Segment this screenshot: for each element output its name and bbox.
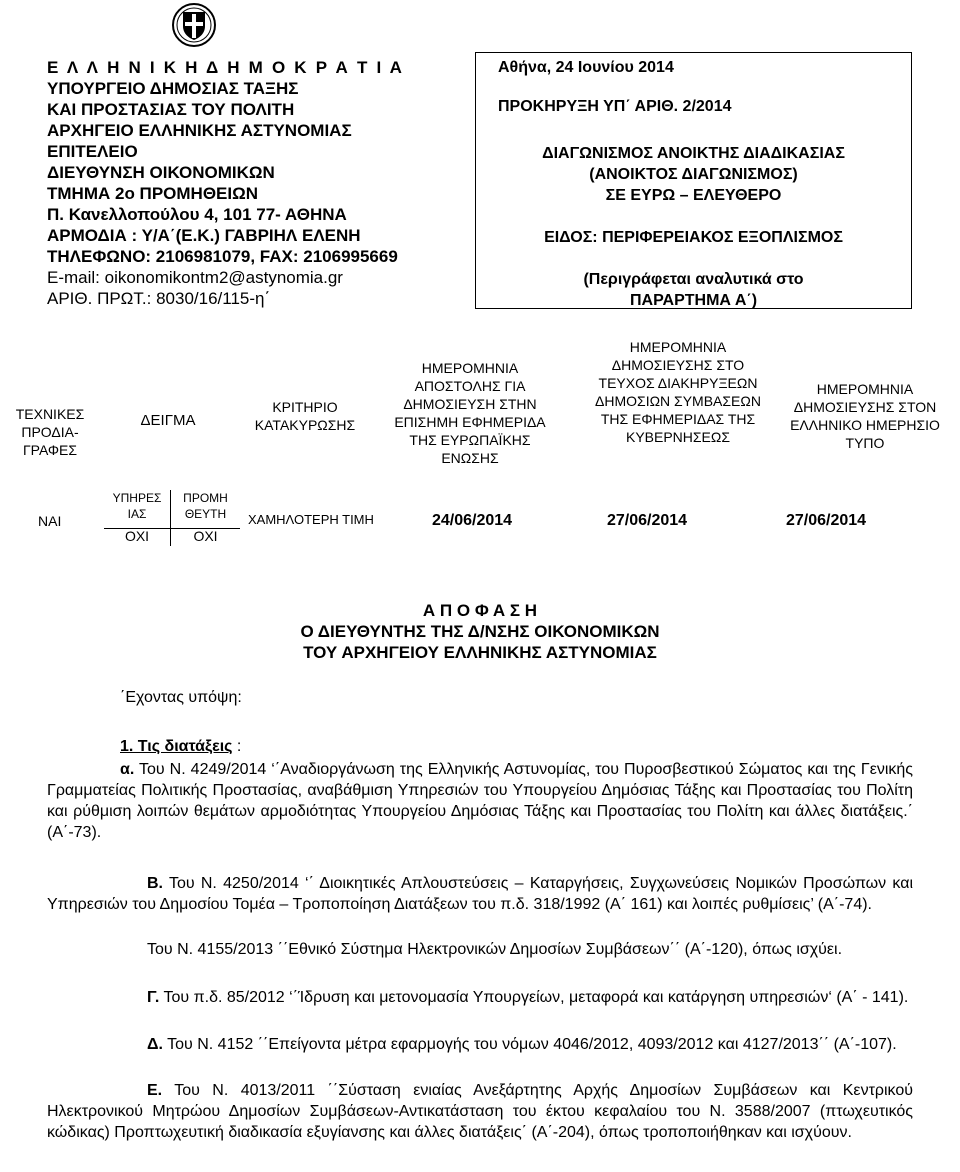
sample-supplier-value: ΟΧΙ bbox=[193, 528, 218, 544]
address-line: Π. Κανελλοπούλου 4, 101 77- ΑΘΗΝΑ bbox=[47, 205, 347, 224]
provision-item bbox=[47, 1034, 913, 1055]
provision-item-label: Δ. bbox=[147, 1036, 163, 1053]
ministry-line: ΥΠΟΥΡΓΕΙΟ ΔΗΜΟΣΙΑΣ ΤΑΞΗΣ bbox=[47, 79, 299, 98]
issuer-header bbox=[47, 57, 467, 309]
provision-item-text: Του Ν. 4250/2014 ‘΄ Διοικητικές Απλουστεύσεις – Καταργήσεις, Συγχωνεύσεις Νομικών Προσώπων και Υπηρεσιών του Δημοσίου Τομέα – Τροποποίηση Διατάξεων του π.δ. 318/1992 (Α΄ 161) και λοιπές ρυθμίσεις’ (Α΄-74). bbox=[47, 875, 913, 913]
competition-line-1: ΔΙΑΓΩΝΙΣΜΟΣ ΑΝΟΙΚΤΗΣ ΔΙΑΔΙΚΑΣΙΑΣ bbox=[542, 145, 845, 162]
item-type: ΕΙΔΟΣ: ΠΕΡΙΦΕΡΕΙΑΚΟΣ ΕΞΟΠΛΙΣΜΟΣ bbox=[544, 229, 843, 246]
provision-item bbox=[47, 759, 913, 843]
provision-item-text: Του Ν. 4013/2011 ΄΄Σύσταση ενιαίας Ανεξάρτητης Αρχής Δημοσίων Συμβάσεων και Κεντρικού Ηλεκτρονικού Μητρώου Δημοσίων Συμβάσεων-Αντικατάσταση του έκτου κεφαλαίου του Ν. 3588/2007 (πτωχευτικός κώδικας) Προπτωχευτική διαδικασία εξυγίανσης και άλλες διατάξεις΄ (Α΄-204), όπως τροποποιήθηκαν και ισχύουν. bbox=[47, 1082, 913, 1141]
technical-specs-value: ΝΑΙ bbox=[38, 513, 62, 529]
proclamation-number: ΠΡΟΚΗΡΥΞΗ ΥΠ΄ ΑΡΙΘ. 2/2014 bbox=[498, 98, 732, 115]
competition-line-2: (ΑΝΟΙΚΤΟΣ ΔΙΑΓΩΝΙΣΜΟΣ) bbox=[589, 166, 798, 183]
provision-item-text: Του π.δ. 85/2012 ‘΄Ίδρυση και μετονομασία Υπουργείων, μεταφορά και κατάργηση υπηρεσιών‘ (Α΄ - 141). bbox=[159, 989, 909, 1006]
press-date-value: 27/06/2014 bbox=[786, 512, 867, 529]
technical-specs-header: ΤΕΧΝΙΚΕΣ ΠΡΟΔΙΑ-ΓΡΑΦΕΣ bbox=[15, 406, 85, 458]
decision-subtitle-2: ΤΟΥ ΑΡΧΗΓΕΙΟΥ ΕΛΛΗΝΙΚΗΣ ΑΣΤΥΝΟΜΙΑΣ bbox=[303, 643, 657, 662]
press-date-header: ΗΜΕΡΟΜΗΝΙΑ ΔΗΜΟΣΙΕΥΣΗΣ ΣΤΟΝ ΕΛΛΗΝΙΚΟ ΗΜΕΡΗΣΙΟ ΤΥΠΟ bbox=[790, 381, 940, 451]
decision-subtitle-1: Ο ΔΙΕΥΘΥΝΤΗΣ ΤΗΣ Δ/ΝΣΗΣ ΟΙΚΟΝΟΜΙΚΩΝ bbox=[300, 622, 660, 641]
provision-item bbox=[47, 873, 913, 915]
sample-services-value: ΟΧΙ bbox=[104, 528, 171, 546]
greek-coat-of-arms-icon bbox=[171, 2, 217, 48]
department-line: ΤΜΗΜΑ 2ο ΠΡΟΜΗΘΕΙΩΝ bbox=[47, 184, 259, 203]
provision-item-text: Του Ν. 4249/2014 ‘΄Αναδιοργάνωση της Ελληνικής Αστυνομίας, του Πυροσβεστικού Σώματος και της Γενικής Γραμματείας Πολιτικής Προστασίας, αναβάθμιση Υπηρεσιών του Υπουργείου Δημόσιας Τάξης και Προστασίας του Πολίτη και ρύθμιση λοιπών θεμάτων αρμοδιότητας Υπουργείου Δημόσιας Τάξης και Προστασίας του Πολίτη και άλλες διατάξεις.΄ (Α΄-73). bbox=[47, 761, 913, 841]
provisions-heading bbox=[120, 738, 241, 756]
gov-gazette-date-header: ΗΜΕΡΟΜΗΝΙΑ ΔΗΜΟΣΙΕΥΣΗΣ ΣΤΟ ΤΕΥΧΟΣ ΔΙΑΚΗΡΥΞΕΩΝ ΔΗΜΟΣΙΩΝ ΣΥΜΒΑΣΕΩΝ ΤΗΣ ΕΦΗΜΕΡΙΔΑΣ ΤΗΣ ΚΥΒΕΡΝΗΣΕΩΣ bbox=[595, 339, 761, 445]
provision-item bbox=[47, 987, 913, 1008]
ministry-line-2: ΚΑΙ ΠΡΟΣΤΑΣΙΑΣ ΤΟΥ ΠΟΛΙΤΗ bbox=[47, 100, 295, 119]
sample-services-label: ΥΠΗΡΕΣ ΙΑΣ bbox=[104, 490, 171, 528]
eu-journal-date-header: ΗΜΕΡΟΜΗΝΙΑ ΑΠΟΣΤΟΛΗΣ ΓΙΑ ΔΗΜΟΣΙΕΥΣΗ ΣΤΗΝ ΕΠΙΣΗΜΗ ΕΦΗΜΕΡΙΔΑ ΤΗΣ ΕΥΡΩΠΑΪΚΗΣ ΕΝΩΣΗΣ bbox=[394, 360, 546, 466]
country-line: Ε Λ Λ Η Ν Ι Κ Η Δ Η Μ Ο Κ Ρ Α Τ Ι Α bbox=[47, 58, 405, 77]
sample-header: ΔΕΙΓΜΑ bbox=[140, 412, 196, 429]
sample-subtable bbox=[104, 490, 240, 546]
sample-supplier-label: ΠΡΟΜΗ ΘΕΥΤΗ bbox=[183, 491, 228, 521]
eu-journal-date-value: 24/06/2014 bbox=[432, 512, 513, 529]
provision-item-label: Β. bbox=[147, 875, 163, 892]
email-line: E-mail: oikonomikontm2@astynomia.gr bbox=[47, 268, 343, 287]
provision-item-label: Γ. bbox=[147, 989, 160, 1006]
protocol-number-line: ΑΡΙΘ. ΠΡΩΤ.: 8030/16/115-η΄ bbox=[47, 289, 271, 308]
annex-line-2: ΠΑΡΑΡΤΗΜΑ Α΄) bbox=[629, 292, 758, 309]
considering-label: ΄Εχοντας υπόψη: bbox=[120, 689, 242, 706]
staff-line: ΕΠΙΤΕΛΕΙΟ bbox=[47, 142, 138, 161]
decision-title: Α Π Ο Φ Α Σ Η bbox=[422, 601, 538, 620]
provisions-heading-text: 1. Τις διατάξεις bbox=[120, 738, 233, 755]
provision-item bbox=[47, 1080, 913, 1143]
competition-line-3: ΣΕ ΕΥΡΩ – ΕΛΕΥΘΕΡΟ bbox=[605, 187, 782, 204]
police-hq-line: ΑΡΧΗΓΕΙΟ ΕΛΛΗΝΙΚΗΣ ΑΣΤΥΝΟΜΙΑΣ bbox=[47, 121, 352, 140]
provision-item-text: Του Ν. 4152 ΄΄Επείγοντα μέτρα εφαρμογής του νόμων 4046/2012, 4093/2012 και 4127/2013΄΄ (Α΄-107). bbox=[162, 1036, 897, 1053]
contact-person-line: ΑΡΜΟΔΙΑ : Υ/Α΄(Ε.Κ.) ΓΑΒΡΙΗΛ ΕΛΕΝΗ bbox=[47, 226, 361, 245]
provision-item-label: Ε. bbox=[147, 1082, 163, 1099]
directorate-line: ΔΙΕΥΘΥΝΣΗ ΟΙΚΟΝΟΜΙΚΩΝ bbox=[47, 163, 275, 182]
award-criterion-header: ΚΡΙΤΗΡΙΟ ΚΑΤΑΚΥΡΩΣΗΣ bbox=[254, 399, 356, 433]
provisions-colon: : bbox=[232, 738, 242, 755]
provision-item-label: α. bbox=[120, 761, 135, 778]
notice-box bbox=[475, 52, 912, 309]
gov-gazette-date-value: 27/06/2014 bbox=[607, 512, 688, 529]
phone-fax-line: ΤΗΛΕΦΩΝΟ: 2106981079, FAX: 2106995669 bbox=[47, 247, 398, 266]
provision-item-text: Του Ν. 4155/2013 ΄΄Εθνικό Σύστημα Ηλεκτρονικών Δημοσίων Συμβάσεων΄΄ (Α΄-120), όπως ισχύει. bbox=[147, 941, 843, 958]
annex-line-1: (Περιγράφεται αναλυτικά στο bbox=[583, 271, 804, 288]
award-criterion-value: ΧΑΜΗΛΟΤΕΡΗ ΤΙΜΗ bbox=[248, 512, 374, 527]
notice-date: Αθήνα, 24 Ιουνίου 2014 bbox=[498, 59, 674, 76]
provision-item bbox=[47, 939, 913, 960]
